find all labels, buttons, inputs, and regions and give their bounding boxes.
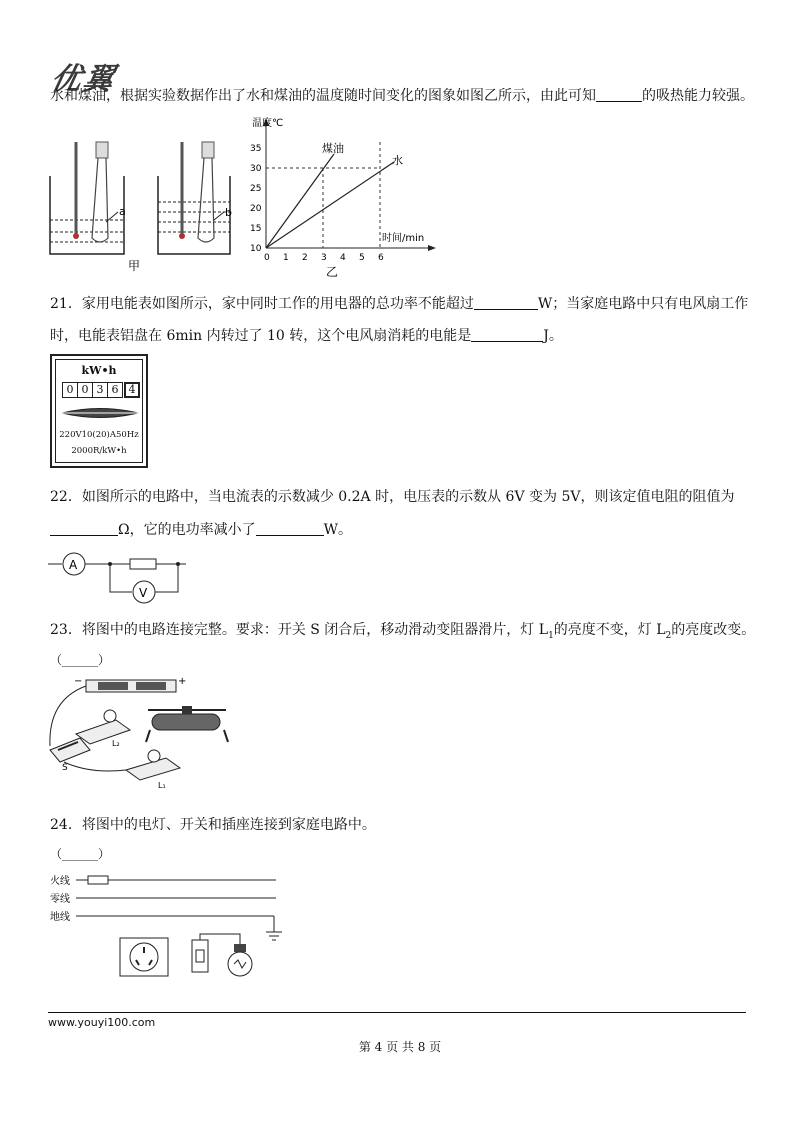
label-b: b <box>225 206 232 219</box>
lamp2-icon <box>76 720 130 744</box>
q21-text-a: 21．家用电能表如图所示，家中同时工作的用电器的总功率不能超过 <box>50 296 474 312</box>
q23-sub1: 1 <box>548 630 554 641</box>
meter-digit: 4 <box>124 382 140 398</box>
q20-blank[interactable] <box>596 87 642 102</box>
y-ticks <box>250 144 262 254</box>
q23-text-c: 的亮度改变。 <box>671 622 756 638</box>
q22-blank1[interactable] <box>50 521 118 536</box>
x-tick: 0 <box>264 253 270 263</box>
q23-sub2: 2 <box>665 630 672 641</box>
q23-answer-paren[interactable]: （______） <box>50 653 111 667</box>
switch-icon <box>50 738 90 762</box>
q21-blank2[interactable] <box>471 327 543 342</box>
q22-line1: 22．如图所示的电路中，当电流表的示数减少 0.2A 时，电压表的示数从 6V 变为 5V，则该定值电阻的阻值为 <box>50 489 735 505</box>
energy-meter <box>50 354 148 468</box>
q23-line <box>50 620 755 646</box>
ammeter-label: A <box>69 558 78 572</box>
x-tick: 6 <box>378 253 384 263</box>
series-water-label: 水 <box>392 154 403 167</box>
q23-text-b: 的亮度不变，灯 L <box>553 622 666 638</box>
q24-line: 24．将图中的电灯、开关和插座连接到家庭电路中。 <box>50 817 376 833</box>
q24-household-circuit <box>48 868 298 988</box>
meter-digit: 6 <box>108 382 123 398</box>
y-tick: 30 <box>250 164 262 174</box>
switch-label: S <box>62 763 68 773</box>
meter-digits <box>62 382 140 398</box>
q22-circuit <box>48 548 188 608</box>
wire-live-label: 火线 <box>50 876 70 887</box>
y-tick: 20 <box>250 204 262 214</box>
q24-answer-paren[interactable]: （______） <box>50 847 111 861</box>
light-bulb-icon <box>228 944 252 976</box>
y-tick: 25 <box>250 184 262 194</box>
x-axis-title: 时间/min <box>382 233 425 244</box>
q23-text-a: 23．将图中的电路连接完整。要求：开关 S 闭合后，移动滑动变阻器滑片，灯 L <box>50 622 549 638</box>
footer-url[interactable]: www.youyi100.com <box>48 1016 156 1029</box>
ground-icon <box>266 932 282 940</box>
q22-blank2[interactable] <box>256 521 324 536</box>
y-tick: 10 <box>250 244 262 254</box>
y-tick: 15 <box>250 224 262 234</box>
q21-blank1[interactable] <box>474 295 538 310</box>
meter-unit: kW•h <box>81 364 117 377</box>
meter-spec1: 220V10(20)A50Hz <box>59 430 139 440</box>
page-number: 第 4 页 共 8 页 <box>358 1040 442 1054</box>
footer-rule <box>48 1012 746 1013</box>
battery-plus: + <box>178 676 187 687</box>
q21-text-b: W；当家庭电路中只有电风扇工作 <box>537 296 749 312</box>
q21-text-c: 时，电能表铝盘在 6min 内转过了 10 转，这个电风扇消耗的电能是 <box>50 328 472 344</box>
figure-yi-graph <box>246 112 446 280</box>
q21-text-d: J。 <box>543 328 563 344</box>
battery-minus: − <box>74 676 83 687</box>
voltmeter-label: V <box>139 586 148 600</box>
lamp1-label: L₁ <box>158 781 166 788</box>
meter-disc-icon <box>60 406 140 420</box>
x-tick: 2 <box>302 253 308 263</box>
x-ticks <box>264 253 384 263</box>
line-kerosene <box>266 154 334 248</box>
meter-spec2: 2000R/kW•h <box>71 446 127 456</box>
fuse-icon <box>88 876 108 884</box>
x-tick: 5 <box>359 253 365 263</box>
meter-digit: 0 <box>62 382 78 398</box>
q22-text-b: W。 <box>323 522 352 538</box>
q20-text <box>50 86 754 106</box>
y-axis-title: 温度℃ <box>252 118 284 129</box>
lamp2-label: L₂ <box>112 739 120 748</box>
meter-digit: 3 <box>93 382 108 398</box>
q21-line2 <box>50 326 563 346</box>
figure-jia <box>40 136 240 276</box>
label-a: a <box>119 205 126 218</box>
q20-line: 水和煤油，根据实验数据作出了水和煤油的温度随时间变化的图象如图乙所示，由此可知 <box>50 88 596 104</box>
caption-yi: 乙 <box>326 265 339 279</box>
caption-jia: 甲 <box>128 259 141 273</box>
q22-line2 <box>50 520 352 540</box>
wire-ground-label: 地线 <box>50 912 70 923</box>
q22-text-a: Ω，它的电功率减小了 <box>118 522 256 538</box>
line-water <box>266 162 394 248</box>
q21-line1 <box>50 294 748 314</box>
series-kerosene-label: 煤油 <box>322 142 344 155</box>
rheostat-icon <box>152 714 220 730</box>
wire-neutral-label: 零线 <box>50 894 70 905</box>
q20-line-end: 的吸热能力较强。 <box>642 88 754 104</box>
y-tick: 35 <box>250 144 262 154</box>
logo: 优翼 <box>47 62 119 97</box>
resistor-icon <box>130 559 156 569</box>
x-tick: 4 <box>340 253 346 263</box>
x-tick: 3 <box>321 253 327 263</box>
q23-circuit-figure <box>40 670 240 788</box>
meter-digit: 0 <box>78 382 93 398</box>
x-tick: 1 <box>283 253 289 263</box>
